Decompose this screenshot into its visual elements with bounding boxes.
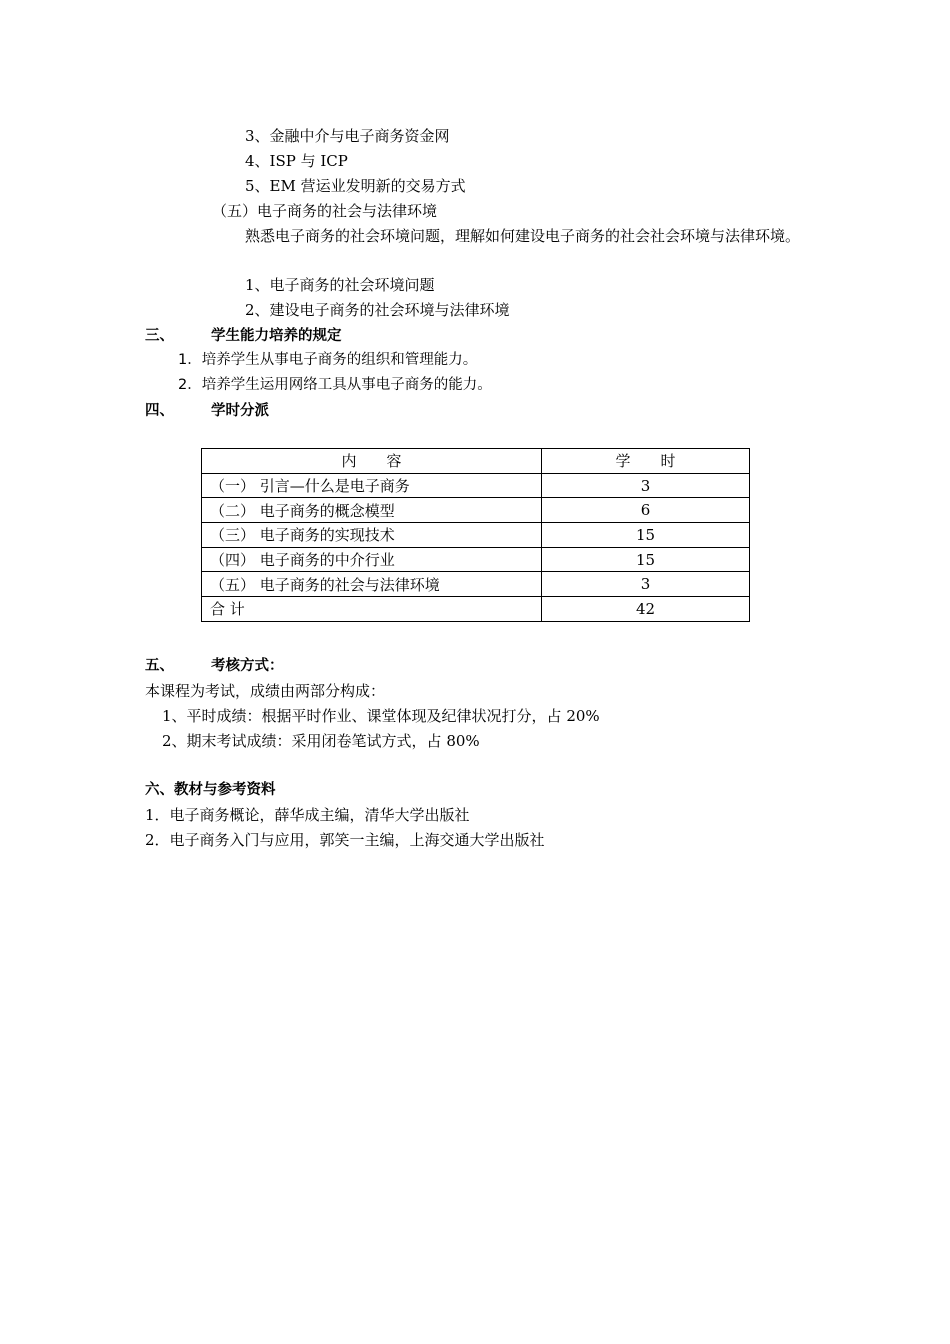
table-cell-hours: 6	[542, 498, 750, 523]
table-cell-content: （三） 电子商务的实现技术	[202, 523, 542, 548]
header-cell-content: 内 容	[202, 449, 542, 474]
table-cell-content: （四） 电子商务的中介行业	[202, 547, 542, 572]
table-cell-content: （二） 电子商务的概念模型	[202, 498, 542, 523]
list-item: 2．培养学生运用网络工具从事电子商务的能力。	[178, 377, 492, 393]
list-item: 1．培养学生从事电子商务的组织和管理能力。	[178, 352, 478, 368]
section-number: 三、	[145, 328, 174, 344]
table-cell-hours: 15	[542, 547, 750, 572]
header-cell-hours: 学 时	[542, 449, 750, 474]
table-cell-hours: 3	[542, 572, 750, 597]
list-item: 1、平时成绩：根据平时作业、课堂体现及纪律状况打分，占 20%	[162, 707, 600, 725]
subsection-heading: （五）电子商务的社会与法律环境	[212, 202, 438, 220]
list-item: 4、ISP 与 ICP	[245, 152, 348, 170]
table-row	[202, 498, 750, 523]
table-cell-content: （五） 电子商务的社会与法律环境	[202, 572, 542, 597]
section-number: 五、	[145, 658, 174, 674]
paragraph: 本课程为考试，成绩由两部分构成：	[145, 682, 386, 700]
table-cell-content: （一） 引言—什么是电子商务	[202, 473, 542, 498]
table-cell-total-hours: 42	[542, 597, 750, 622]
list-item: 2、建设电子商务的社会环境与法律环境	[245, 301, 510, 319]
table-cell-hours: 3	[542, 473, 750, 498]
section-number: 四、	[145, 403, 174, 419]
table-header-row	[202, 449, 750, 474]
table-row	[202, 523, 750, 548]
table-total-row	[202, 597, 750, 622]
table-row	[202, 547, 750, 572]
section-heading	[145, 401, 269, 421]
reference-item: 1．电子商务概论，薛华成主编，清华大学出版社	[145, 806, 470, 824]
table-row	[202, 572, 750, 597]
section-title: 学时分派	[211, 403, 269, 419]
table-row	[202, 473, 750, 498]
paragraph: 熟悉电子商务的社会环境问题，理解如何建设电子商务的社会社会环境与法律环境。	[245, 227, 801, 245]
reference-item: 2．电子商务入门与应用，郭笑一主编，上海交通大学出版社	[145, 831, 545, 849]
section-title: 学生能力培养的规定	[211, 328, 342, 344]
list-item: 3、金融中介与电子商务资金网	[245, 127, 450, 145]
section-heading	[145, 656, 284, 676]
table-cell-total-label: 合 计	[202, 597, 542, 622]
table-cell-hours: 15	[542, 523, 750, 548]
list-item: 2、期末考试成绩：采用闭卷笔试方式，占 80%	[162, 732, 480, 750]
section-heading: 六、教材与参考资料	[145, 782, 276, 798]
hours-table	[201, 448, 750, 622]
section-title: 考核方式：	[211, 658, 284, 674]
section-heading	[145, 326, 342, 346]
list-item: 5、EM 营运业发明新的交易方式	[245, 177, 466, 195]
list-item: 1、电子商务的社会环境问题	[245, 276, 435, 294]
